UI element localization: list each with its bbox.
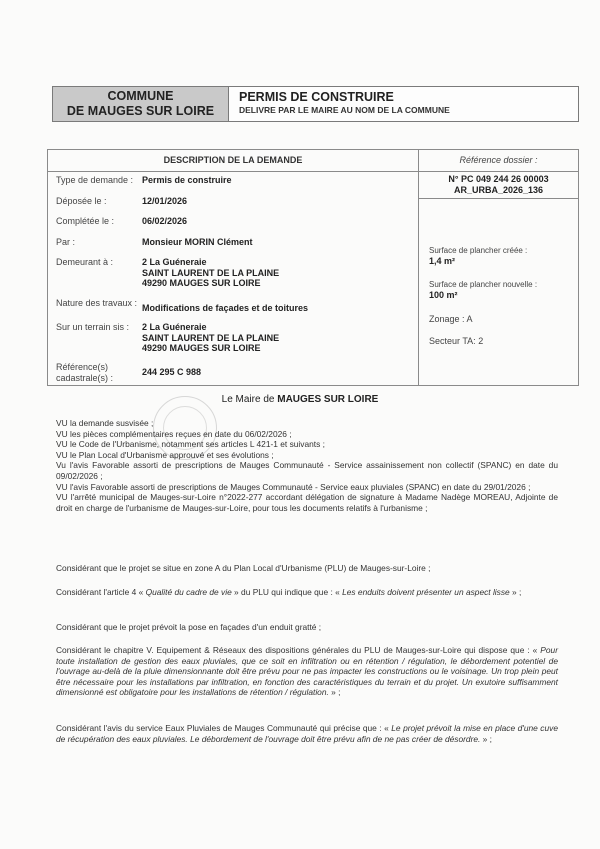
address-line: SAINT LAURENT DE LA PLAINE: [142, 267, 280, 278]
surface-nouvelle: [429, 280, 537, 301]
surface-nouvelle-label: Surface de plancher nouvelle :: [429, 280, 538, 289]
permit-title: PERMIS DE CONSTRUIRE: [239, 90, 394, 104]
visa-item: VU le Plan Local d'Urbanisme approuvé et ses évolutions ;: [56, 449, 274, 460]
row-label: Déposée le :: [56, 196, 107, 206]
reference-heading: Référence dossier :: [419, 150, 578, 172]
row-value: [142, 322, 412, 354]
reference-code: AR_URBA_2026_136: [453, 185, 544, 195]
considerant-enduit: Considérant que le projet prévoit la pose en façades d'un enduit gratté ;: [56, 622, 322, 632]
reference-number: N° PC 049 244 26 00003: [448, 174, 549, 184]
surface-creee-value: 1,4 m²: [429, 256, 456, 266]
reference-value: [419, 172, 578, 199]
mayor-heading: Le Maire de MAUGES SUR LOIRE: [221, 394, 379, 405]
document-header: [52, 86, 579, 122]
address-line: 2 La Guéneraie: [142, 322, 207, 332]
visa-item: Vu l'avis Favorable assorti de prescriptions de Mauges Communauté - Service assainissement non collectif (SPANC) en date du 09/02/2026 ;: [56, 460, 558, 481]
row-label: Nature des travaux :: [56, 298, 138, 308]
surface-creee: [429, 246, 527, 267]
surface-nouvelle-value: 100 m²: [429, 290, 458, 300]
row-label: Demeurant à :: [56, 257, 114, 267]
reference-panel: [419, 150, 578, 385]
row-value: 244 295 C 988: [142, 367, 202, 377]
visas-list: [56, 418, 558, 513]
description-heading: DESCRIPTION DE LA DEMANDE: [48, 150, 418, 172]
secteur: Secteur TA: 2: [429, 336, 484, 346]
visa-item: VU le Code de l'Urbanisme, notamment ses articles L 421-1 et suivants ;: [56, 439, 325, 450]
row-label: Sur un terrain sis :: [56, 322, 130, 332]
description-table: [47, 149, 579, 386]
row-value: Monsieur MORIN Clément: [142, 237, 253, 247]
row-label: Référence(s) cadastrale(s) :: [56, 362, 114, 383]
visa-item: VU la demande susvisée ;: [56, 418, 154, 428]
row-value: 12/01/2026: [142, 196, 188, 206]
row-value: 06/02/2026: [142, 216, 188, 226]
address-line: 49290 MAUGES SUR LOIRE: [142, 343, 261, 353]
considerant-zone: Considérant que le projet se situe en zone A du Plan Local d'Urbanisme (PLU) de Mauges-sur-Loire ;: [56, 563, 431, 573]
commune-box: [53, 87, 229, 121]
row-label: Complétée le :: [56, 216, 115, 226]
zonage: Zonage : A: [429, 314, 473, 324]
address-line: SAINT LAURENT DE LA PLAINE: [142, 332, 280, 343]
row-value: [142, 257, 412, 289]
row-label: Type de demande :: [56, 175, 134, 185]
description-panel: [48, 150, 419, 385]
permit-subtitle: DELIVRE PAR LE MAIRE AU NOM DE LA COMMUNE: [239, 105, 450, 115]
visa-item: VU les pièces complémentaires reçues en date du 06/02/2026 ;: [56, 428, 292, 439]
visa-item: VU l'arrêté municipal de Mauges-sur-Loire n°2022-277 accordant délégation de signature à Madame Nadège MOREAU, Adjointe de droit en charge de l'urbanisme de Mauges-sur-Loire, pour tous les documents relatifs à l'urbanisme ;: [56, 492, 558, 513]
commune-line2: DE MAUGES SUR LOIRE: [66, 104, 215, 118]
considerant-chapitre-v: Considérant le chapitre V. Equipement & Réseaux des dispositions générales du PLU de Mauges-sur-Loire qui dispose que : « Pour toute installation de gestion des eaux pluviales, que ce soit en infiltration ou en rétention / régulation, le débordement potentiel de l'ouvrage au-delà de la pluie dimensionnante doit être prévu pour ne pas impacter les constructions ou le voisinage. Un trop plein peut être nécessaire pour les installations par infiltration, en fonction des caractéristiques du terrain et du projet. Un exutoire suffisamment dimensionné est obligatoire pour les installations de rétention / régulation. » ;: [56, 645, 558, 698]
row-label: Par :: [56, 237, 76, 247]
surface-creee-label: Surface de plancher créée :: [429, 246, 528, 255]
commune-line1: COMMUNE: [107, 89, 174, 103]
row-value: Permis de construire: [142, 175, 232, 185]
considerant-article4: Considérant l'article 4 « Qualité du cadre de vie » du PLU qui indique que : « Les enduits doivent présenter un aspect lisse » ;: [56, 587, 522, 597]
address-line: 49290 MAUGES SUR LOIRE: [142, 278, 261, 288]
visa-item: VU l'avis Favorable assorti de prescriptions de Mauges Communauté - Service eaux pluviales (SPANC) en date du 29/01/2026 ;: [56, 481, 531, 492]
considerant-eaux-pluviales: Considérant l'avis du service Eaux Pluviales de Mauges Communauté qui précise que : « Le projet prévoit la mise en place d'une cuve de récupération des eaux pluviales. Le débordement de l'ouvrage doit être prévu afin de ne pas créer de désordre. » ;: [56, 723, 558, 744]
permit-title-box: [229, 87, 578, 121]
row-value: Modifications de façades et de toitures: [142, 303, 309, 313]
address-line: 2 La Guéneraie: [142, 257, 207, 267]
